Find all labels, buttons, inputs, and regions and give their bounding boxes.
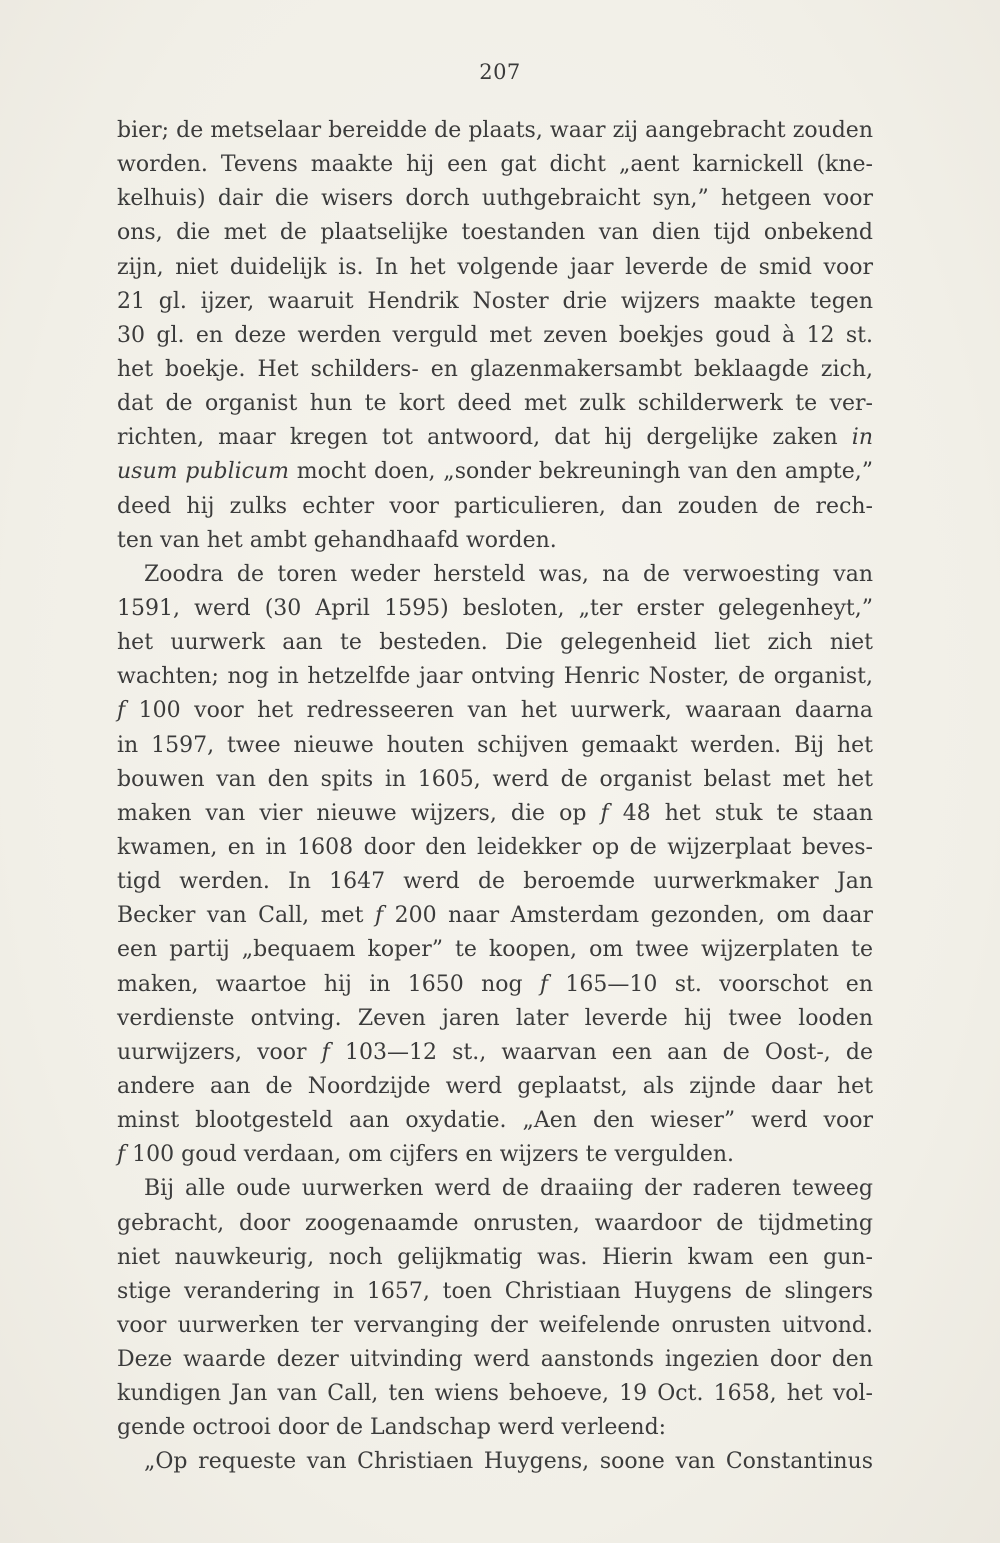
text-run: stige verandering in 1657, toen Christiaan Huygens de slingers	[117, 1278, 873, 1304]
text-line	[117, 1309, 873, 1343]
text-line	[117, 455, 873, 489]
text-line	[117, 694, 873, 728]
text-run: worden. Tevens maakte hij een gat dicht „aent karnickell (kne-	[117, 152, 873, 178]
text-run: kelhuis) dair die wisers dorch uuthgebraicht syn,” hetgeen voor	[117, 186, 873, 212]
italic-text-run: f	[374, 903, 384, 929]
text-line	[117, 729, 873, 763]
italic-text-run: f	[539, 971, 549, 997]
text-run: wachten; nog in hetzelfde jaar ontving Henric Noster, de organist,	[117, 664, 873, 690]
text-run: deed hij zulks echter voor particulieren, dan zouden de rech-	[117, 493, 873, 519]
text-line	[117, 1172, 873, 1206]
text-line	[117, 763, 873, 797]
text-line	[117, 968, 873, 1002]
text-line	[117, 865, 873, 899]
text-run: gende octrooi door de Landschap werd verleend:	[117, 1415, 667, 1441]
italic-text-run: in	[851, 425, 873, 451]
text-line	[117, 797, 873, 831]
text-run: het uurwerk aan te besteden. Die gelegenheid liet zich niet	[117, 630, 873, 656]
text-run: 48 het stuk te staan	[608, 800, 873, 826]
text-run: zijn, niet duidelijk is. In het volgende jaar leverde de smid voor	[117, 254, 873, 280]
text-run: 21 gl. ijzer, waaruit Hendrik Noster drie wijzers maakte tegen	[117, 288, 873, 314]
text-line	[117, 1377, 873, 1411]
text-run: ten van het ambt gehandhaafd worden.	[117, 527, 557, 553]
text-line	[117, 1070, 873, 1104]
italic-text-run: usum publicum	[117, 459, 290, 485]
text-run: 200 naar Amsterdam gezonden, om daar	[383, 903, 873, 929]
text-line	[117, 1036, 873, 1070]
text-line	[117, 1343, 873, 1377]
text-line	[117, 1138, 873, 1172]
text-line	[117, 933, 873, 967]
text-run: 100 goud verdaan, om cijfers en wijzers te vergulden.	[125, 1142, 735, 1168]
text-run: Becker van Call, met	[117, 903, 375, 929]
text-run: verdienste ontving. Zeven jaren later leverde hij twee looden	[117, 1005, 873, 1031]
text-line	[117, 626, 873, 660]
text-run: 103—12 st., waarvan een aan de Oost-, de	[329, 1039, 873, 1065]
text-run: kwamen, en in 1608 door den leidekker op de wijzerplaat beves-	[117, 834, 873, 860]
italic-text-run: f	[600, 800, 609, 826]
text-line	[117, 1104, 873, 1138]
text-line	[117, 114, 873, 148]
text-line	[117, 660, 873, 694]
text-run: maken, waartoe hij in 1650 nog	[117, 971, 540, 997]
text-run: niet nauwkeurig, noch gelijkmatig was. Hierin kwam een gun-	[117, 1244, 873, 1270]
text-run: 30 gl. en deze werden verguld met zeven boekjes goud à 12 st.	[117, 322, 873, 348]
text-run: mocht doen, „sonder bekreuningh van den ampte,”	[289, 459, 874, 485]
body-text	[117, 114, 873, 1480]
text-run: voor uurwerken ter vervanging der weifelende onrusten uitvond.	[117, 1312, 873, 1338]
italic-text-run: f	[117, 698, 126, 724]
text-line	[117, 216, 873, 250]
text-run: 100 voor het redresseeren van het uurwerk, waaraan daarna	[125, 698, 873, 724]
text-run: 1591, werd (30 April 1595) besloten, „ter erster gelegenheyt,”	[117, 595, 873, 621]
text-line	[117, 524, 873, 558]
text-line	[117, 558, 873, 592]
text-line	[117, 1207, 873, 1241]
text-line	[117, 387, 873, 421]
text-run: een partij „bequaem koper” te koopen, om twee wijzerplaten te	[117, 937, 873, 963]
text-run: gebracht, door zoogenaamde onrusten, waardoor de tijdmeting	[117, 1210, 873, 1236]
text-run: minst blootgesteld aan oxydatie. „Aen den wieser” werd voor	[117, 1108, 873, 1134]
text-run: „Op requeste van Christiaen Huygens, soone van Constantinus	[144, 1449, 873, 1475]
italic-text-run: f	[117, 1142, 126, 1168]
text-run: in 1597, twee nieuwe houten schijven gemaakt werden. Bij het	[117, 732, 873, 758]
text-line	[117, 1002, 873, 1036]
text-line	[117, 285, 873, 319]
text-line	[117, 421, 873, 455]
text-run: ons, die met de plaatselijke toestanden van dien tijd onbekend	[117, 220, 873, 246]
text-run: Bij alle oude uurwerken werd de draaiing der raderen teweeg	[144, 1176, 873, 1202]
text-line	[117, 1275, 873, 1309]
text-line	[117, 1445, 873, 1479]
text-run: tigd werden. In 1647 werd de beroemde uurwerkmaker Jan	[117, 869, 873, 895]
text-run: bier; de metselaar bereidde de plaats, waar zij aangebracht zouden	[117, 118, 873, 143]
text-run: kundigen Jan van Call, ten wiens behoeve, 19 Oct. 1658, het vol-	[117, 1381, 873, 1407]
italic-text-run: f	[321, 1039, 330, 1065]
text-run: richten, maar kregen tot antwoord, dat hij dergelijke zaken	[117, 425, 852, 451]
text-run: dat de organist hun te kort deed met zulk schilderwerk te ver-	[117, 391, 873, 417]
text-line	[117, 148, 873, 182]
text-line	[117, 182, 873, 216]
text-line	[117, 353, 873, 387]
text-line	[117, 1241, 873, 1275]
text-line	[117, 319, 873, 353]
text-run: andere aan de Noordzijde werd geplaatst, als zijnde daar het	[117, 1073, 873, 1099]
page-number: 207	[479, 60, 521, 84]
text-run: bouwen van den spits in 1605, werd de organist belast met het	[117, 766, 873, 792]
text-line	[117, 1411, 873, 1445]
text-run: Deze waarde dezer uitvinding werd aanstonds ingezien door den	[117, 1347, 873, 1373]
text-line	[117, 831, 873, 865]
text-run: het boekje. Het schilders- en glazenmakersambt beklaagde zich,	[117, 356, 873, 382]
text-line	[117, 251, 873, 285]
text-line	[117, 592, 873, 626]
text-line	[117, 899, 873, 933]
text-run: uurwijzers, voor	[117, 1039, 322, 1065]
text-run: 165—10 st. voorschot en	[548, 971, 873, 997]
text-line	[117, 490, 873, 524]
text-run: Zoodra de toren weder hersteld was, na de verwoesting van	[144, 561, 873, 587]
text-run: maken van vier nieuwe wijzers, die op	[117, 800, 601, 826]
